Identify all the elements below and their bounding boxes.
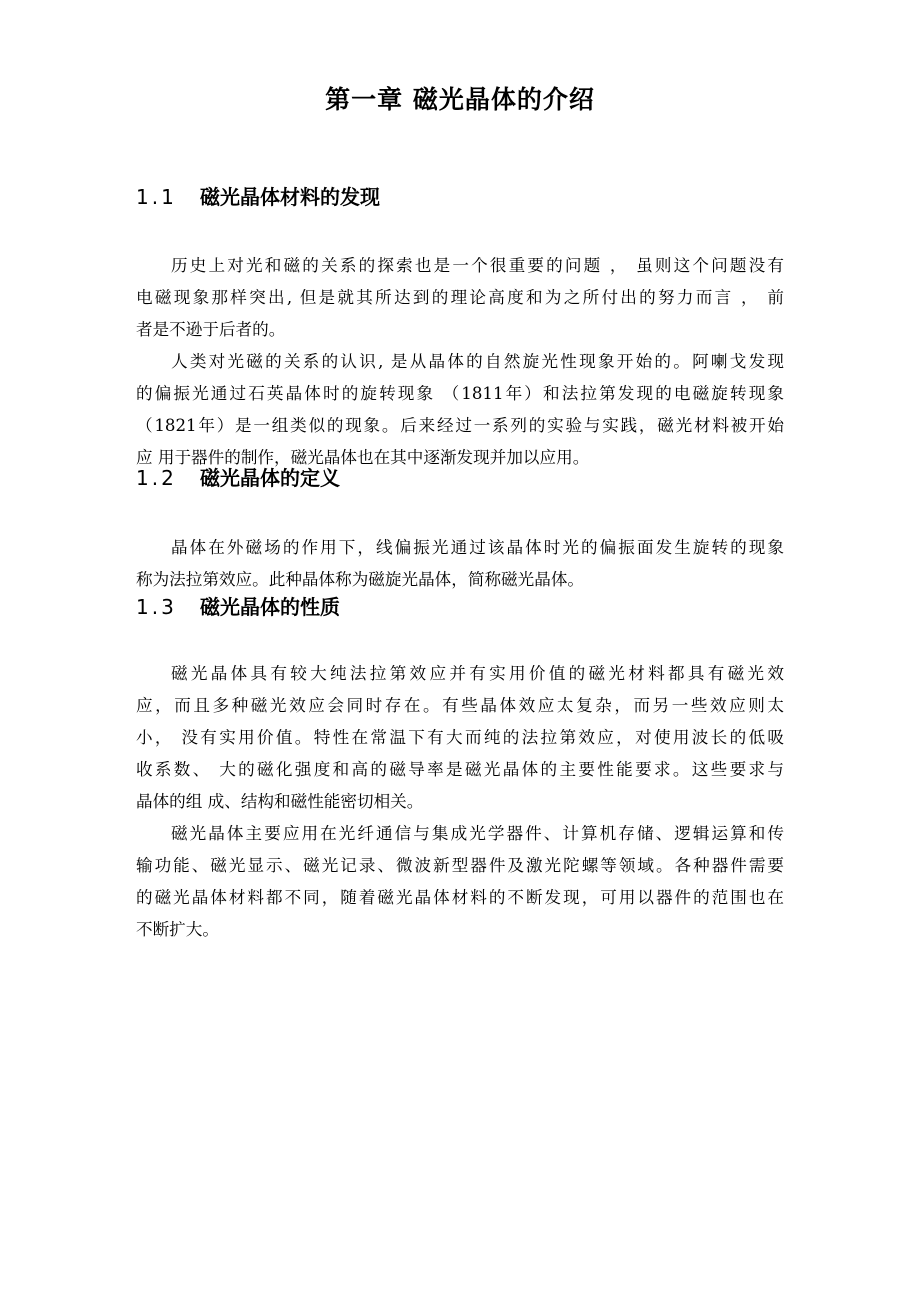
paragraph-line: 电磁现象那样突出, 但是就其所达到的理论高度和为之所付出的努力而言 ， 前 [136,288,784,307]
paragraph-line: 晶体的组 成、结构和磁性能密切相关。 [136,792,424,811]
paragraph-line: 收系数、 大的磁化强度和高的磁导率是磁光晶体的主要性能要求。这些要求与 [136,760,784,779]
paragraph-line: 人类对光磁的关系的认识, 是从晶体的自然旋光性现象开始的。阿喇戈发现 [171,352,784,371]
paragraph-line: （1821年）是一组类似的现象。后来经过一系列的实验与实践，磁光材料被开始 [136,416,784,435]
paragraph-line: 应 用于器件的制作，磁光晶体也在其中逐渐发现并加以应用。 [136,448,590,467]
paragraph-line: 磁光晶体主要应用在光纤通信与集成光学器件、计算机存储、逻辑运算和传 [171,824,784,843]
section-title: 磁光晶体的定义 [200,466,340,490]
paragraph-line: 历史上对光和磁的关系的探索也是一个很重要的问题 ， 虽则这个问题没有 [171,256,784,275]
paragraph-line: 的偏振光通过石英晶体时的旋转现象 （1811年）和法拉第发现的电磁旋转现象 [136,384,784,403]
section-heading-1-2 [136,463,340,493]
section-number: 1.1 [136,185,177,209]
paragraph-line: 者是不逊于后者的。 [136,320,286,339]
paragraph-line: 小， 没有实用价值。特性在常温下有大而纯的法拉第效应，对使用波长的低吸 [136,728,784,747]
paragraph-line: 晶体在外磁场的作用下，线偏振光通过该晶体时光的偏振面发生旋转的现象 [171,538,784,557]
section-title: 磁光晶体的性质 [200,595,340,619]
section-number: 1.3 [136,595,177,619]
paragraph-line: 磁光晶体具有较大纯法拉第效应并有实用价值的磁光材料都具有磁光效 [171,664,784,683]
section-number: 1.2 [136,466,177,490]
section-title: 磁光晶体材料的发现 [200,185,380,209]
section-1-3-body [136,658,784,946]
paragraph-line: 输功能、磁光显示、磁光记录、微波新型器件及激光陀螺等领域。各种器件需要 [136,856,784,875]
paragraph-line: 的磁光晶体材料都不同，随着磁光晶体材料的不断发现，可用以器件的范围也在 [136,888,784,907]
section-1-1-body [136,250,784,474]
paragraph-line: 应，而且多种磁光效应会同时存在。有些晶体效应太复杂，而另一些效应则太 [136,696,784,715]
section-heading-1-1 [136,182,380,212]
paragraph-line: 不断扩大。 [136,920,219,939]
section-heading-1-3 [136,592,340,622]
section-1-2-body [136,532,784,596]
chapter-title: 第一章 磁光晶体的介绍 [325,85,595,114]
paragraph-line: 称为法拉第效应。此种晶体称为磁旋光晶体，简称磁光晶体。 [136,570,585,589]
